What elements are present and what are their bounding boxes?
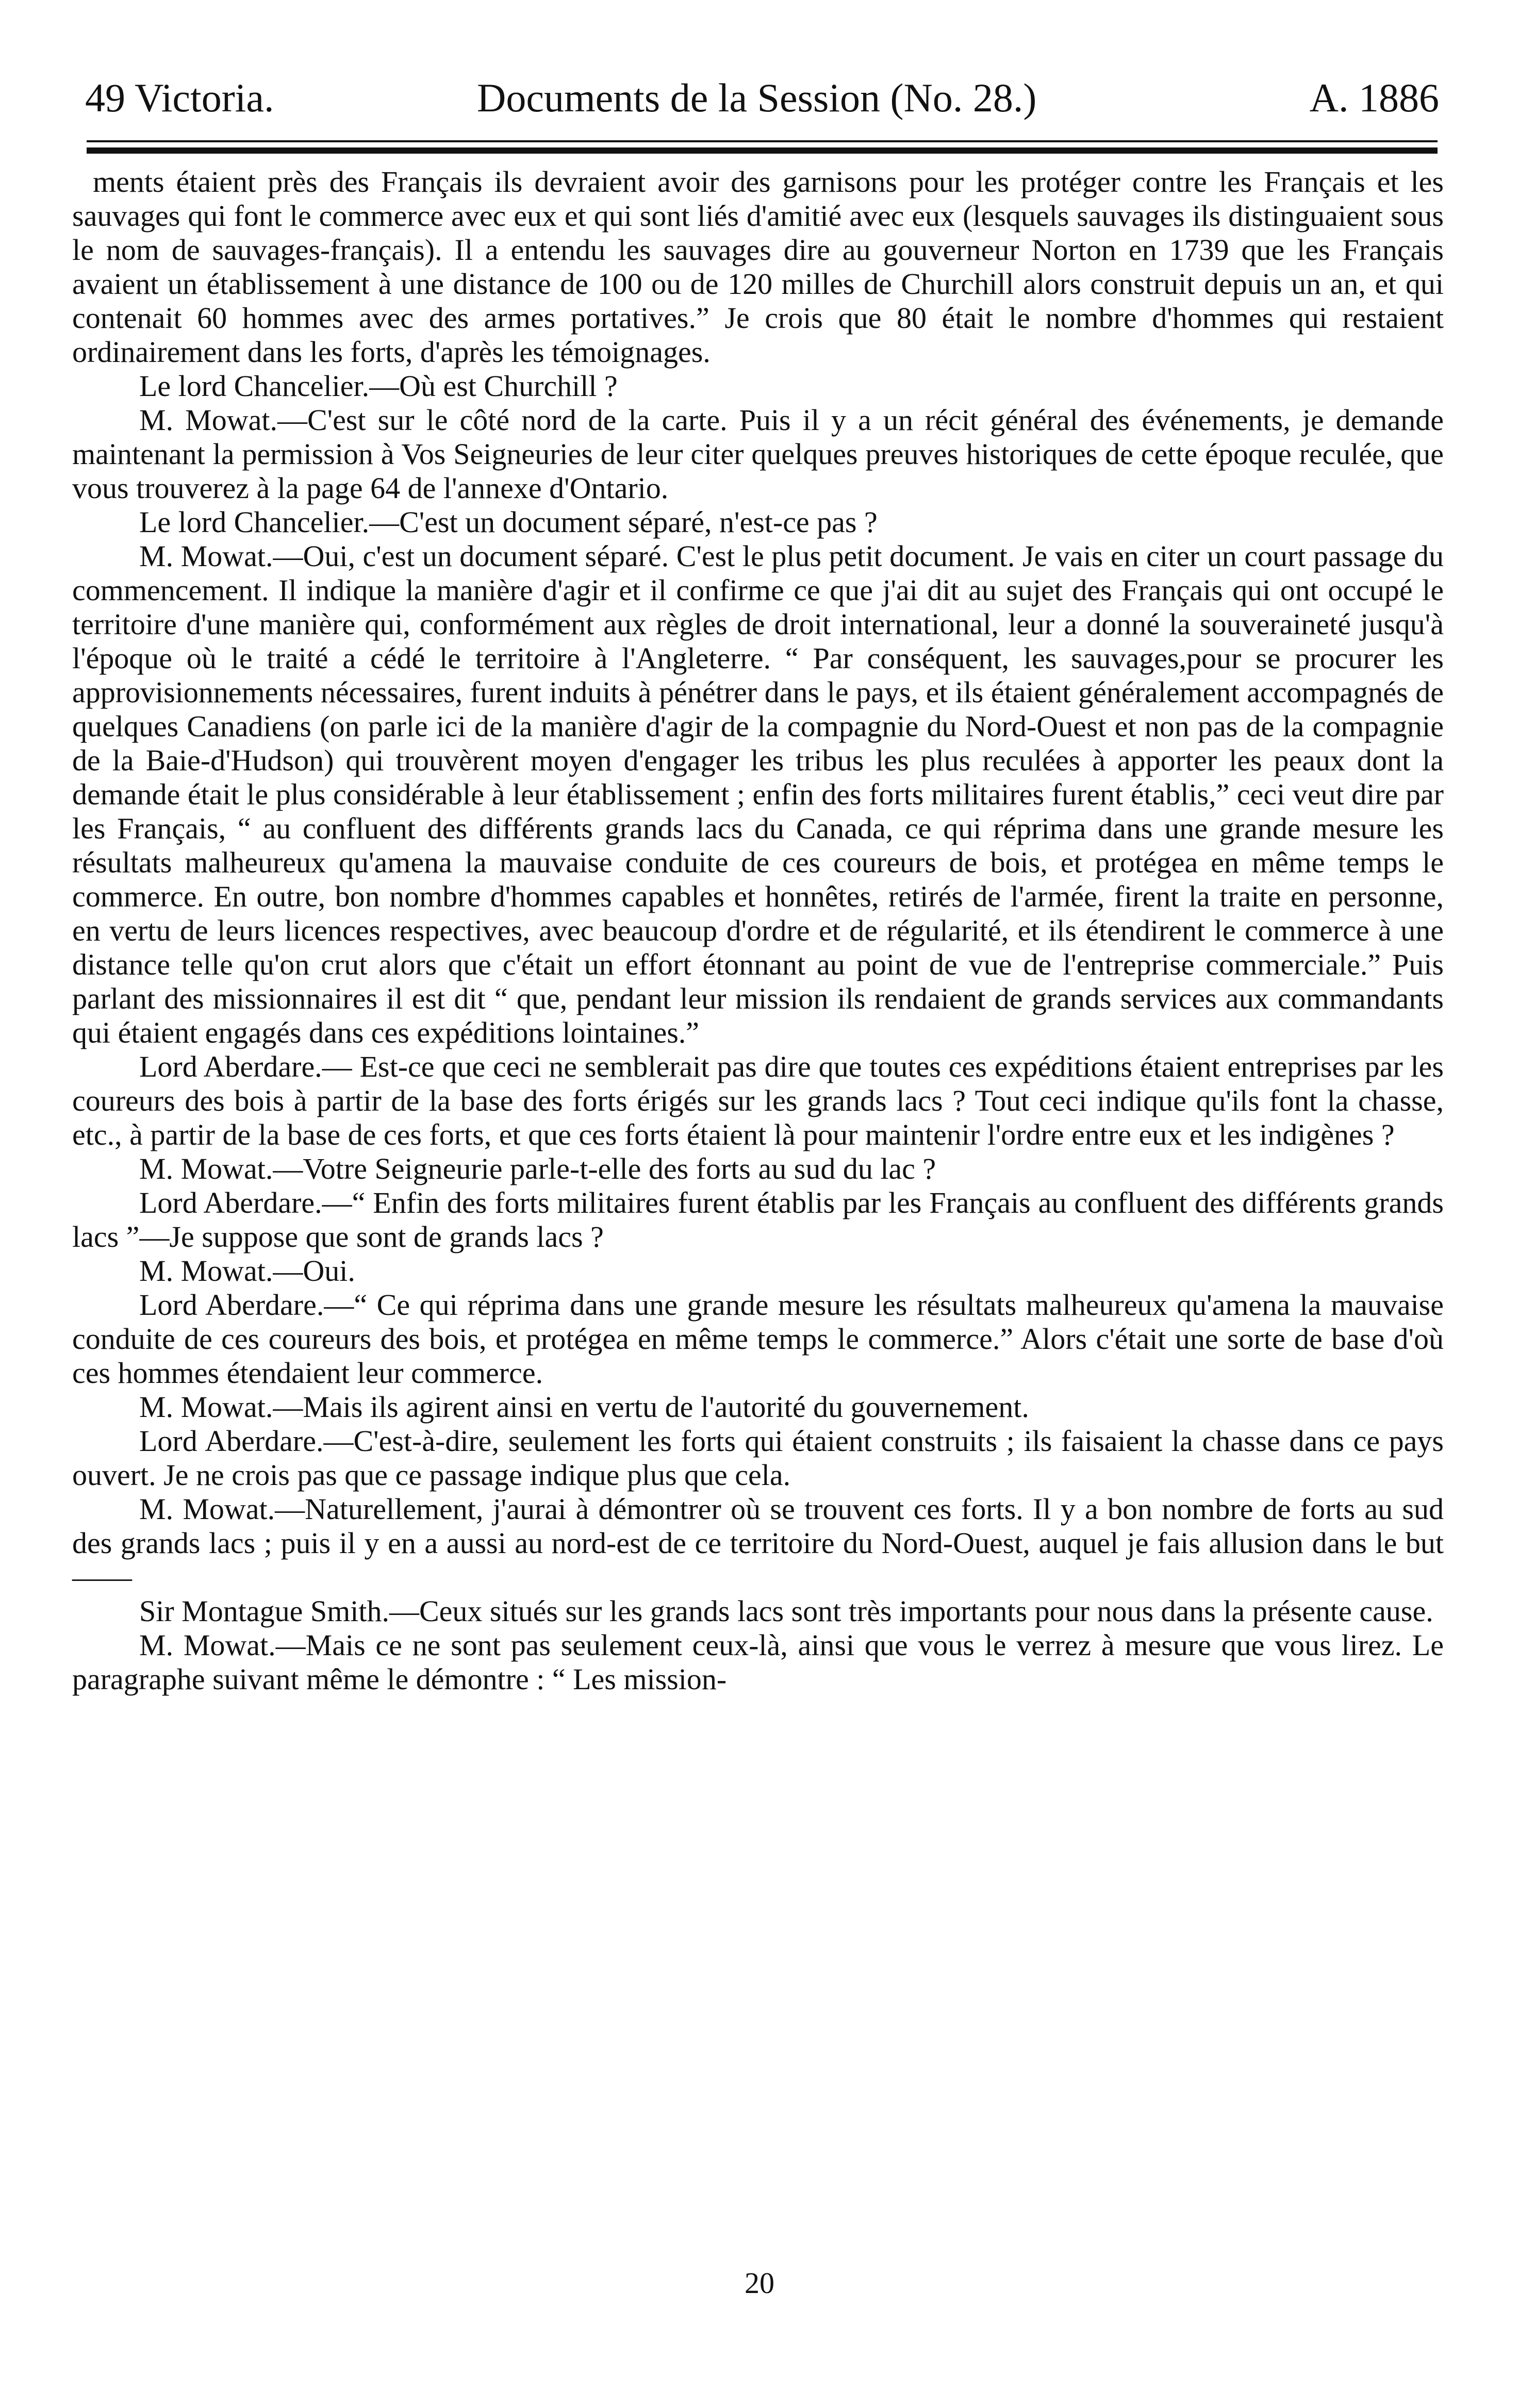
paragraph-4: Le lord Chancelier.—C'est un document séparé, n'est-ce pas ?: [139, 505, 878, 539]
paragraph-5: M. Mowat.—Oui, c'est un document séparé. C'est le plus petit document. Je vais en citer un court passage du commencement. Il indique la manière d'agir et il confirme ce que j'ai dit au sujet des Français qui ont occupé le territoire d'une manière qui, conformément aux règles de droit international, leur a donné la souveraineté jusqu'à l'époque où le traité a cédé le territoire à l'Angleterre. “ Par conséquent, les sauvages,pour se procurer les approvisionnements nécessaires, furent induits à pénétrer dans le pays, et ils étaient généralement accompagnés de quelques Canadiens (on parle ici de la manière d'agir de la compagnie du Nord-Ouest et non pas de la compagnie de la Baie-d'Hudson) qui trouvèrent moyen d'engager les tribus les plus reculées à apporter les peaux dont la demande était le plus considérable à leur établissement ; enfin des forts militaires furent établis,” ceci veut dire par les Français, “ au confluent des différents grands lacs du Canada, ce qui réprima dans une grande mesure les résultats malheureux qu'amena la mauvaise conduite de ces coureurs de bois, et protégea en même temps le commerce. En outre, bon nombre d'hommes capables et honnêtes, retirés de l'armée, firent la traite en personne, en vertu de leurs licences respectives, avec beaucoup d'ordre et de régularité, et ils étendirent le commerce à une distance telle qu'on crut alors que c'était un effort étonnant au point de vue de l'entreprise commerciale.” Puis parlant des missionnaires il est dit “ que, pendant leur mission ils rendaient de grands services aux commandants qui étaient engagés dans ces expéditions lointaines.”: [72, 539, 1444, 1049]
paragraph-8: Lord Aberdare.—“ Enfin des forts militaires furent établis par les Français au confluent des différents grands lacs ”—Je suppose que sont de grands lacs ?: [72, 1186, 1444, 1254]
paragraph-6: Lord Aberdare.— Est-ce que ceci ne semblerait pas dire que toutes ces expéditions étaient entreprises par les coureurs des bois à partir de la base des forts érigés sur les grands lacs ? Tout ceci indique qu'ils font la chasse, etc., à partir de la base de ces forts, et que ces forts étaient là pour maintenir l'ordre entre eux et les indigènes ?: [72, 1050, 1444, 1151]
header-rule-thick: [87, 147, 1438, 154]
running-header: [85, 67, 1439, 129]
paragraph-7: M. Mowat.—Votre Seigneurie parle-t-elle des forts au sud du lac ?: [139, 1152, 936, 1185]
paragraph-12: Lord Aberdare.—C'est-à-dire, seulement les forts qui étaient construits ; ils faisaient la chasse dans ce pays ouvert. Je ne crois pas que ce passage indique plus que cela.: [72, 1424, 1444, 1492]
header-volume: 49 Victoria.: [85, 75, 274, 120]
paragraph-1: ments étaient près des Français ils devraient avoir des garnisons pour les protéger contre les Français et les sauvages qui font le commerce avec eux et qui sont liés d'amitié avec eux (lesquels sauvages ils distinguaient sous le nom de sauvages-français). Il a entendu les sauvages dire au gouverneur Norton en 1739 que les Français avaient un établissement à une distance de 100 ou de 120 milles de Churchill alors construit depuis un an, et qui contenait 60 hommes avec des armes portatives.” Je crois que 80 était le nombre d'hommes qui restaient ordinairement dans les forts, d'après les témoignages.: [72, 165, 1444, 369]
paragraph-11: M. Mowat.—Mais ils agirent ainsi en vertu de l'autorité du gouvernement.: [139, 1390, 1029, 1424]
header-title: Documents de la Session (No. 28.): [477, 75, 1037, 120]
header-rule-thin: [87, 140, 1438, 142]
paragraph-9: M. Mowat.—Oui.: [139, 1254, 355, 1288]
header-year: A. 1886: [1309, 75, 1439, 120]
paragraph-3: M. Mowat.—C'est sur le côté nord de la carte. Puis il y a un récit général des événements, je demande maintenant la permission à Vos Seigneuries de leur citer quelques preuves historiques de cette époque reculée, que vous trouverez à la page 64 de l'annexe d'Ontario.: [72, 403, 1444, 505]
paragraph-10: Lord Aberdare.—“ Ce qui réprima dans une grande mesure les résultats malheureux qu'amena la mauvaise conduite de ces coureurs des bois, et protégea en même temps le commerce.” Alors c'était une sorte de base d'où ces hommes étendaient leur commerce.: [72, 1288, 1444, 1390]
paragraph-14: Sir Montague Smith.—Ceux situés sur les grands lacs sont très importants pour nous dans la présente cause.: [139, 1594, 1433, 1628]
paragraph-15: M. Mowat.—Mais ce ne sont pas seulement ceux-là, ainsi que vous le verrez à mesure que vous lirez. Le paragraphe suivant même le démontre : “ Les mission-: [72, 1628, 1444, 1696]
body-text: [72, 165, 1444, 2258]
page-number: 20: [745, 2266, 774, 2300]
paragraph-2: Le lord Chancelier.—Où est Churchill ?: [139, 369, 618, 403]
paragraph-13: M. Mowat.—Naturellement, j'aurai à démontrer où se trouvent ces forts. Il y a bon nombre de forts au sud des grands lacs ; puis il y en a aussi au nord-est de ce territoire du Nord-Ouest, auquel je fais allusion dans le but——: [72, 1492, 1444, 1594]
